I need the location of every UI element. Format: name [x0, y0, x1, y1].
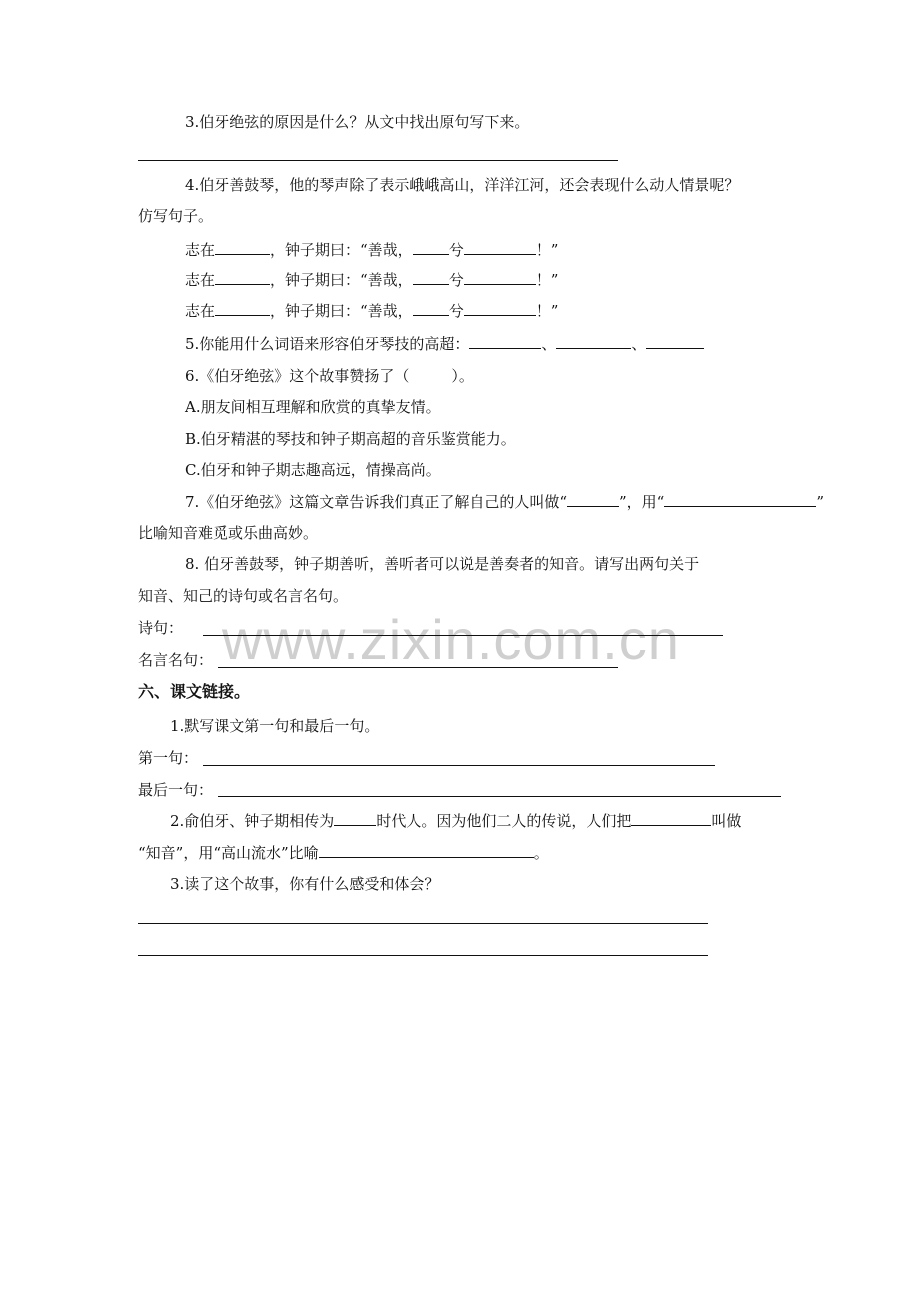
blank[interactable]: [215, 240, 270, 255]
question-7-part3: ”: [816, 493, 824, 511]
row-middle: ，钟子期曰：“善哉，: [270, 241, 413, 259]
blank[interactable]: [215, 270, 270, 285]
section-6-question-3: 3.读了这个故事，你有什么感受和体会？: [170, 875, 440, 893]
blank[interactable]: [469, 334, 541, 349]
separator: 、: [541, 335, 557, 353]
poem-answer-line[interactable]: [203, 635, 723, 636]
quote-label: 名言名句：: [138, 651, 214, 669]
question-4-line1: 4.伯牙善鼓琴，他的琴声除了表示峨峨高山，洋洋江河，还会表现什么动人情景呢？: [185, 176, 740, 194]
row-middle: ，钟子期曰：“善哉，: [270, 302, 413, 320]
first-sentence-line[interactable]: [203, 765, 715, 766]
row-prefix: 志在: [185, 271, 216, 289]
section-6-question-2-line1: [170, 811, 741, 831]
question-7-line2: 比喻知音难觅或乐曲高妙。: [138, 524, 319, 542]
blank[interactable]: [413, 240, 449, 255]
row-xi: 兮: [448, 271, 464, 289]
q2-part-b: 时代人。因为他们二人的传说，人们把: [376, 812, 632, 830]
q2-part-e: 。: [533, 844, 549, 862]
row-prefix: 志在: [185, 241, 216, 259]
blank[interactable]: [646, 334, 704, 349]
section-6-title: 六、课文链接。: [138, 682, 251, 701]
question-7-part2: ”，用“: [618, 493, 665, 511]
question-8-line2: 知音、知己的诗句或名言名句。: [138, 587, 349, 605]
q2-part-c: 叫做: [711, 812, 742, 830]
imitation-row: [185, 270, 558, 290]
watermark: www.zixin.com.cn: [222, 608, 680, 671]
question-6-stem-end: ）。: [451, 367, 474, 385]
blank[interactable]: [631, 811, 711, 826]
row-end: ！”: [535, 271, 559, 289]
question-6-stem: 6.《伯牙绝弦》这个故事赞扬了（: [185, 367, 410, 385]
question-8-line1: 8. 伯牙善鼓琴，钟子期善听，善听者可以说是善奏者的知音。请写出两句关于: [185, 555, 700, 573]
reflection-line-1[interactable]: [138, 923, 708, 924]
question-7-line1: [185, 492, 824, 512]
poem-label: 诗句：: [138, 619, 184, 637]
blank[interactable]: [464, 301, 536, 316]
blank[interactable]: [413, 301, 449, 316]
row-end: ！”: [535, 241, 559, 259]
answer-line-q3[interactable]: [138, 160, 618, 161]
question-7-part1: 7.《伯牙绝弦》这篇文章告诉我们真正了解自己的人叫做“: [185, 493, 567, 511]
blank[interactable]: [464, 240, 536, 255]
question-3: 3.伯牙绝弦的原因是什么？从文中找出原句写下来。: [185, 113, 530, 131]
section-6-question-2-line2: [138, 843, 549, 863]
blank[interactable]: [567, 492, 619, 507]
row-xi: 兮: [448, 241, 464, 259]
blank[interactable]: [664, 492, 816, 507]
row-prefix: 志在: [185, 302, 216, 320]
q2-part-a: 2.俞伯牙、钟子期相传为: [170, 812, 335, 830]
imitation-row: [185, 240, 558, 260]
blank[interactable]: [556, 334, 631, 349]
question-5-text: 5.你能用什么词语来形容伯牙琴技的高超：: [185, 335, 470, 353]
last-sentence-label: 最后一句：: [138, 781, 214, 799]
separator: 、: [631, 335, 647, 353]
blank[interactable]: [215, 301, 270, 316]
row-middle: ，钟子期曰：“善哉，: [270, 271, 413, 289]
q2-part-d: “知音”，用“高山流水”比喻: [138, 844, 319, 862]
option-a: A.朋友间相互理解和欣赏的真挚友情。: [185, 398, 441, 416]
quote-answer-line[interactable]: [218, 667, 618, 668]
blank[interactable]: [334, 811, 376, 826]
reflection-line-2[interactable]: [138, 955, 708, 956]
question-4-line2: 仿写句子。: [138, 207, 214, 225]
first-sentence-label: 第一句：: [138, 749, 199, 767]
section-6-question-1: 1.默写课文第一句和最后一句。: [170, 717, 380, 735]
blank[interactable]: [413, 270, 449, 285]
imitation-row: [185, 301, 558, 321]
option-c: C.伯牙和钟子期志趣高远，情操高尚。: [185, 461, 441, 479]
row-end: ！”: [535, 302, 559, 320]
row-xi: 兮: [448, 302, 464, 320]
question-5: [185, 334, 704, 354]
question-6: [185, 366, 474, 386]
blank[interactable]: [464, 270, 536, 285]
option-b: B.伯牙精湛的琴技和钟子期高超的音乐鉴赏能力。: [185, 430, 516, 448]
last-sentence-line[interactable]: [218, 796, 781, 797]
blank[interactable]: [319, 843, 534, 858]
